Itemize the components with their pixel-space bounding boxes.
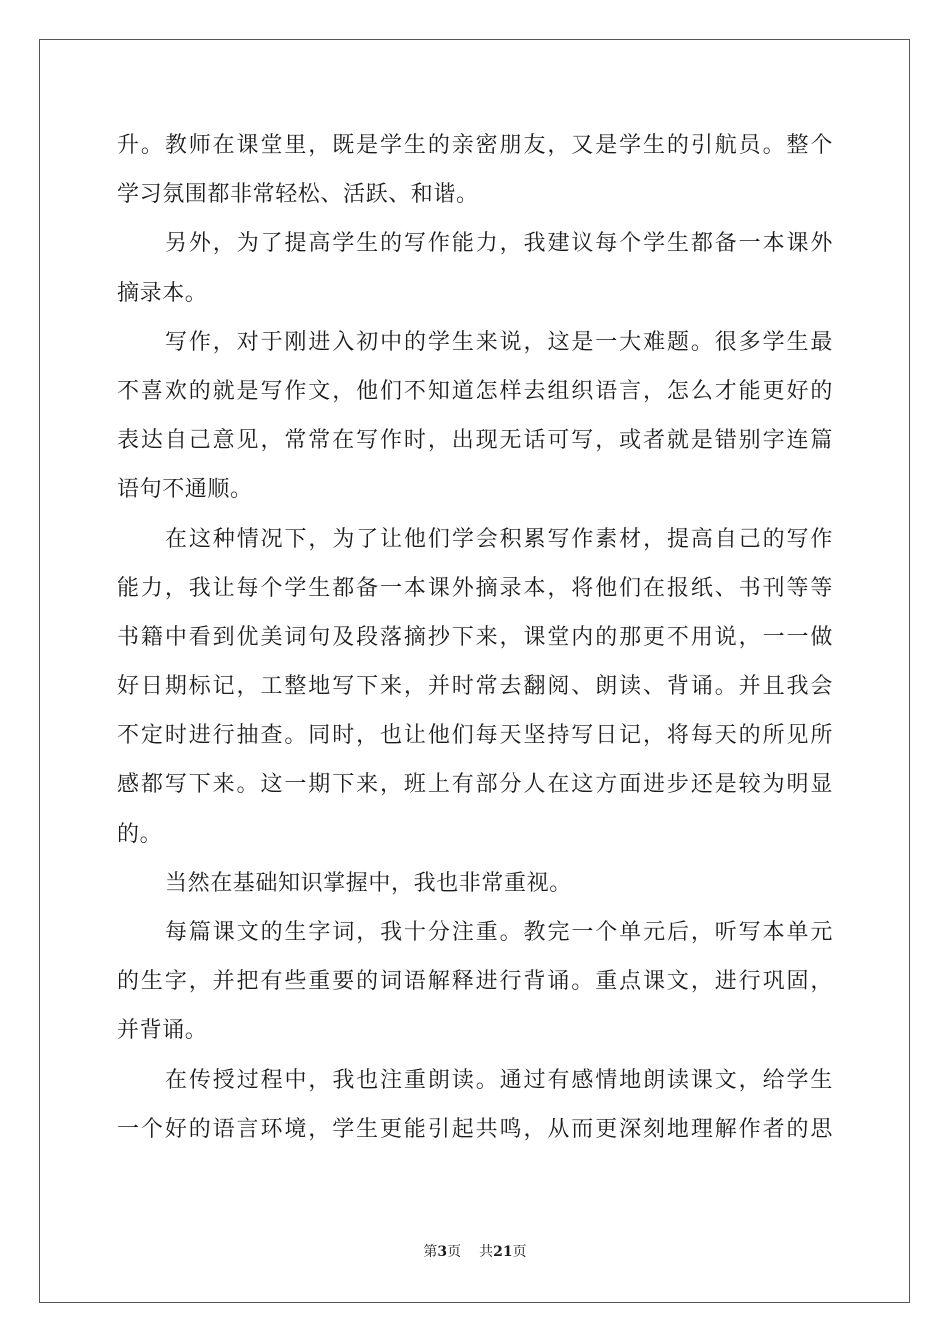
- text-line: 升。教师在课堂里，既是学生的亲密朋友，又是学生的引航员。整个: [117, 133, 833, 158]
- document-body: [117, 121, 833, 1154]
- text-line: 能力，我让每个学生都备一本课外摘录本，将他们在报纸、书刊等等: [117, 575, 833, 601]
- page-total: 共21页: [479, 1244, 527, 1260]
- page-number: 第3页: [423, 1244, 462, 1260]
- text-line: 在传授过程中，我也注重朗读。通过有感情地朗读课文，给学生: [165, 1067, 833, 1093]
- text-line: 书籍中看到优美词句及段落摘抄下来，课堂内的那更不用说，一一做: [117, 624, 833, 650]
- page-footer: [0, 1242, 950, 1262]
- text-line: 表达自己意见，常常在写作时，出现无话可写，或者就是错别字连篇: [117, 428, 833, 454]
- text-line: 每篇课文的生字词，我十分注重。教完一个单元后，听写本单元: [165, 920, 833, 945]
- text-line: 的生字，并把有些重要的词语解释进行背诵。重点课文，进行巩固，: [117, 969, 833, 995]
- text-line: 不喜欢的就是写作文，他们不知道怎样去组织语言，怎么才能更好的: [117, 378, 833, 404]
- text-line: 另外，为了提高学生的写作能力，我建议每个学生都备一本课外: [165, 231, 833, 257]
- text-line: 学习氛围都非常轻松、活跃、和谐。: [117, 182, 479, 208]
- text-line: 当然在基础知识掌握中，我也非常重视。: [165, 870, 572, 896]
- text-line: 摘录本。: [117, 280, 208, 306]
- text-line: 的。: [117, 821, 163, 847]
- text-line: 一个好的语言环境，学生更能引起共鸣，从而更深刻地理解作者的思: [117, 1116, 833, 1142]
- text-line: 不定时进行抽查。同时，也让他们每天坚持写日记，将每天的所见所: [117, 723, 833, 749]
- text-line: 感都写下来。这一期下来，班上有部分人在这方面进步还是较为明显: [117, 772, 833, 798]
- text-line: 写作，对于刚进入初中的学生来说，这是一大难题。很多学生最: [165, 329, 833, 355]
- text-line: 并背诵。: [117, 1018, 208, 1044]
- text-line: 在这种情况下，为了让他们学会积累写作素材，提高自己的写作: [165, 526, 833, 552]
- text-line: 好日期标记，工整地写下来，并时常去翻阅、朗读、背诵。并且我会: [117, 674, 833, 700]
- text-line: 语句不通顺。: [117, 477, 253, 503]
